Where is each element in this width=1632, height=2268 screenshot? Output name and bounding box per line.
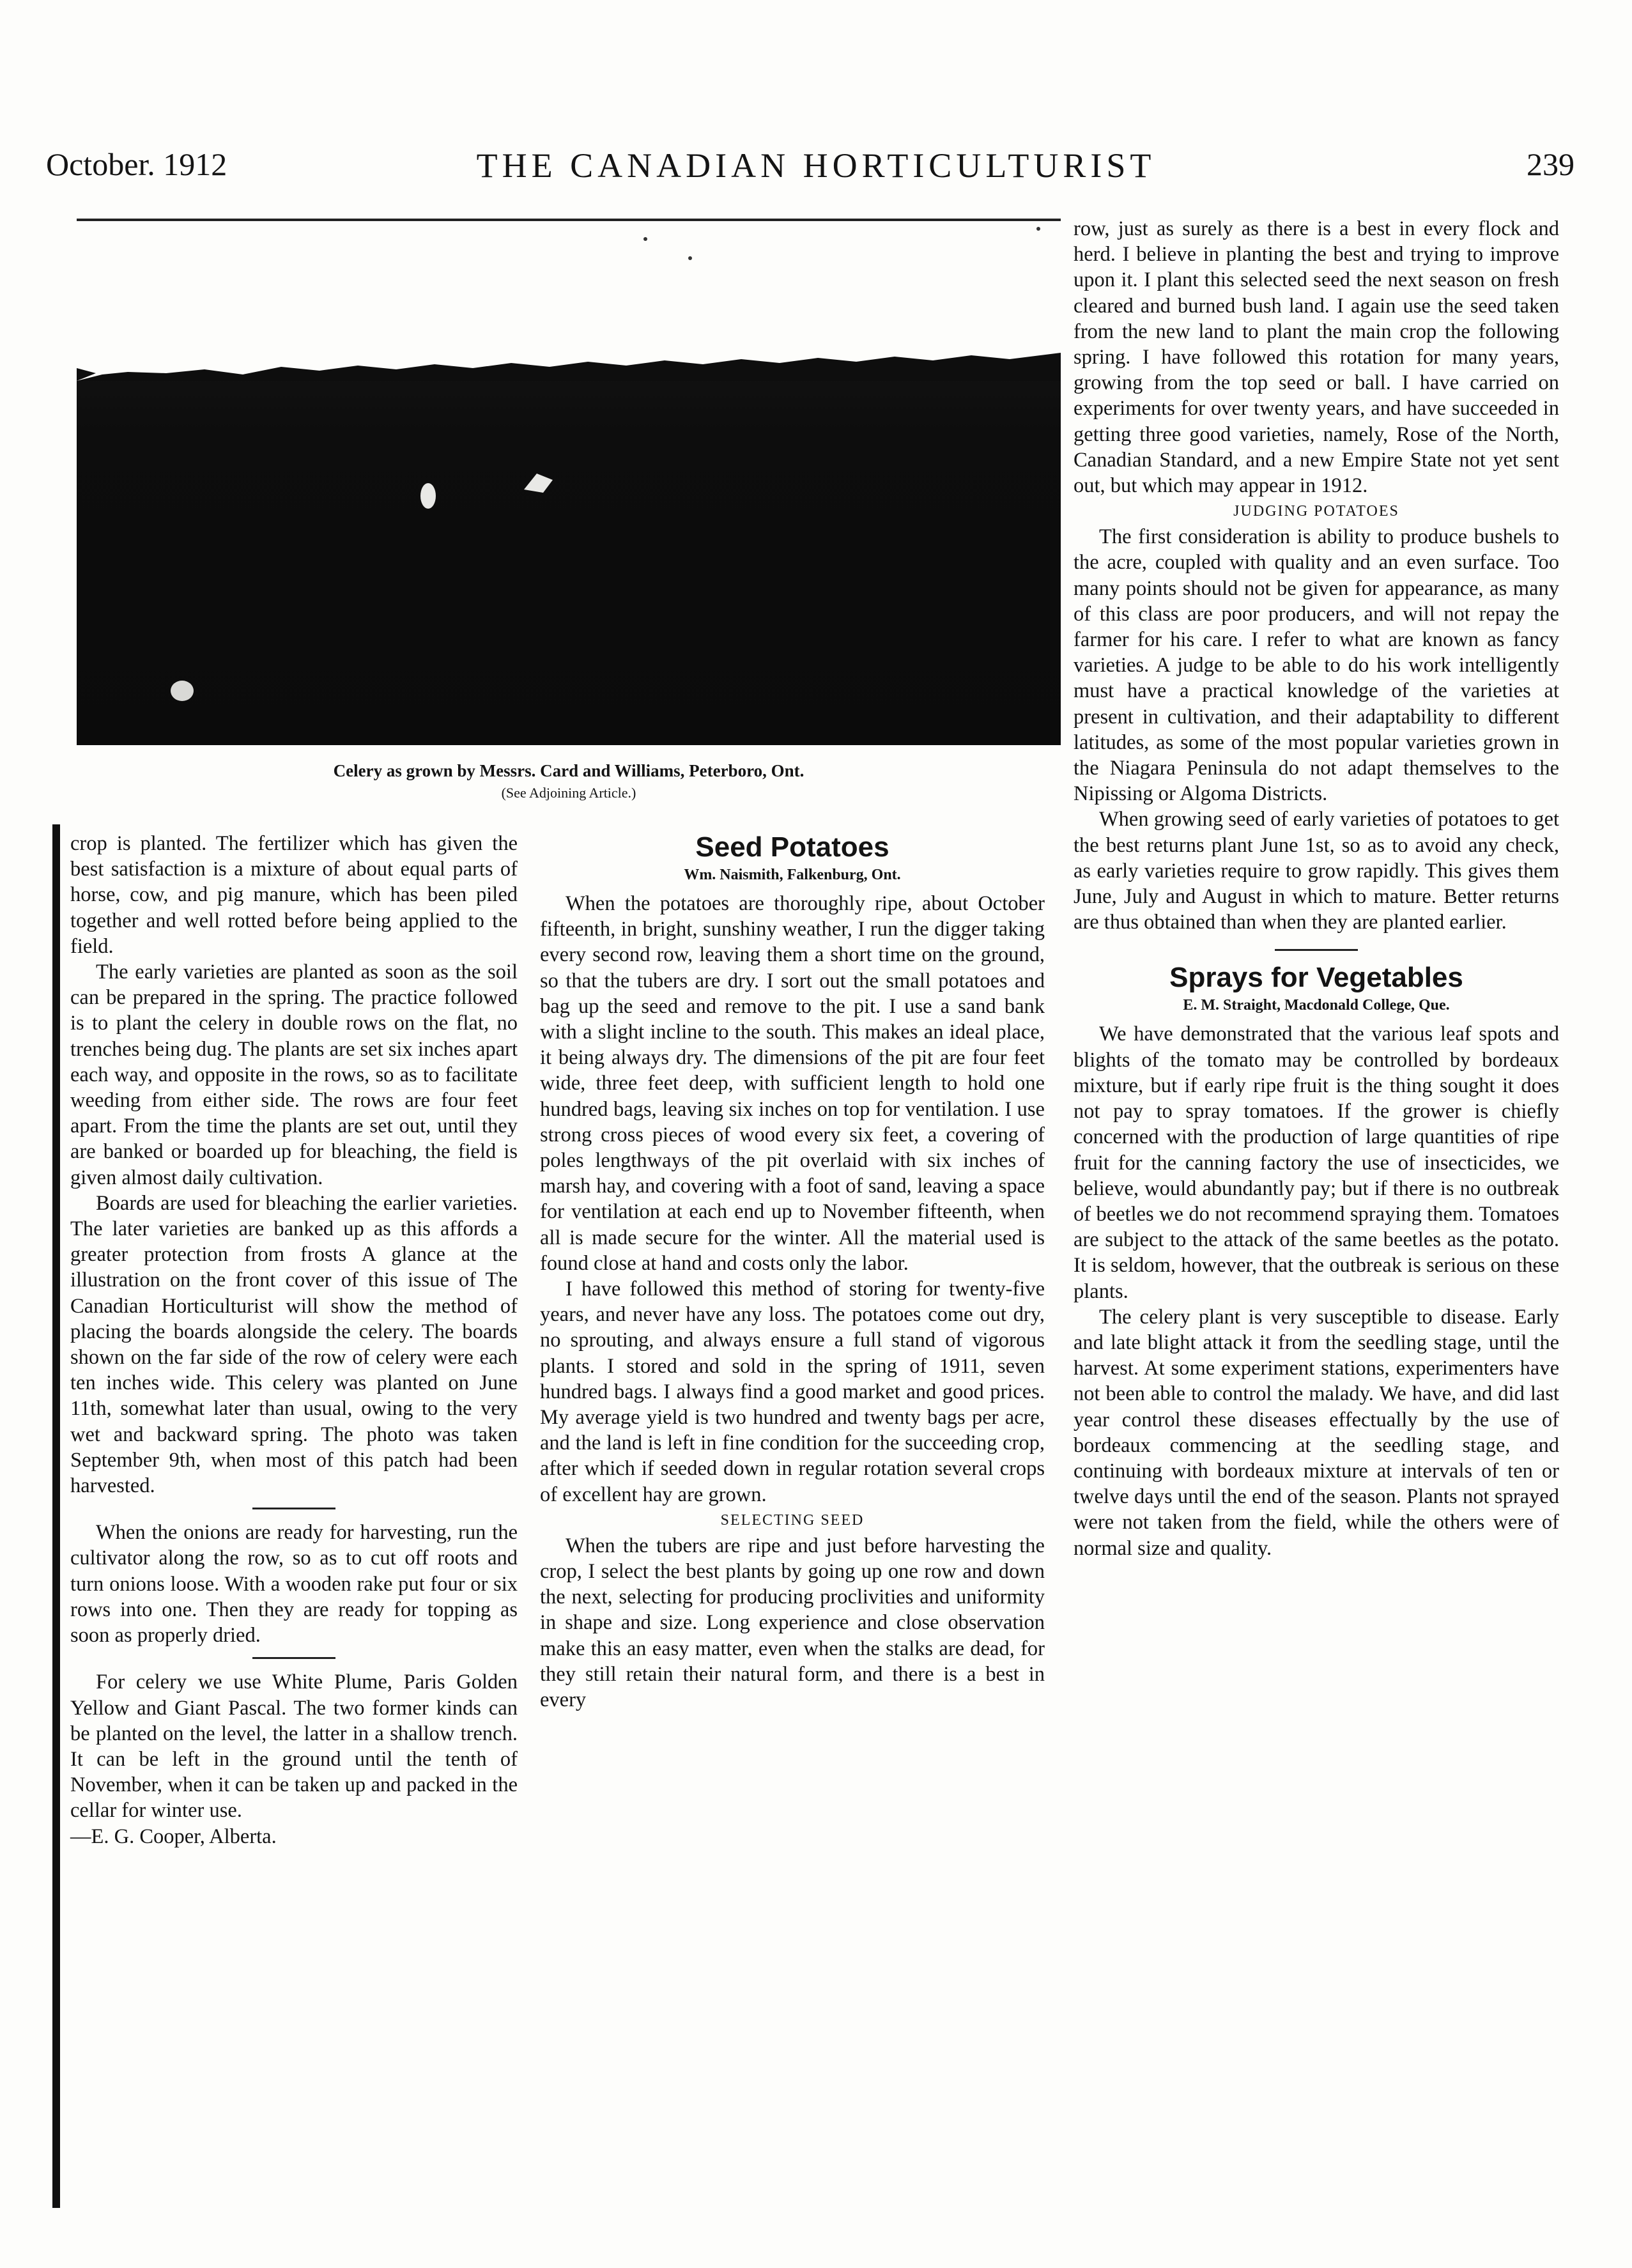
photo-caption: Celery as grown by Messrs. Card and Williams, Peterboro, Ont. <box>333 761 804 780</box>
column-3 <box>1074 216 1559 1561</box>
subheading-selecting-seed: SELECTING SEED <box>720 1511 865 1529</box>
col1-divider <box>252 1657 335 1659</box>
col1-paragraph: crop is planted. The fertilizer which has given the best satisfaction is a mixture of about equal parts of horse, cow, and pig manure, which has been piled together and well rotted before being applied to the field. <box>70 832 518 958</box>
article-byline: Wm. Naismith, Falkenburg, Ont. <box>684 867 901 883</box>
article-title-seed-potatoes: Seed Potatoes <box>695 831 889 863</box>
column-2 <box>540 831 1045 1713</box>
subheading-judging-potatoes: JUDGING POTATOES <box>1233 503 1399 520</box>
header-page-number: 239 <box>1527 146 1574 182</box>
article-paragraph: The celery plant is very susceptible to disease. Early and late blight attack it from the seedling stage, until the harvest. At some experiment stations, experimenters have not been able to control the malady. We have, and did last year control these diseases effectually by the use of bordeaux commencing at the seedling stage, and continuing with bordeaux mixture at intervals of ten or twelve days until the end of the season. Plants not sprayed were not taken from the field, while the others were of normal size and quality. <box>1074 1305 1559 1560</box>
article-paragraph: row, just as surely as there is a best in every flock and herd. I believe in planting the best and trying to improve upon it. I plant this selected seed the next season on fresh cleared and burned bush land. I again use the seed taken from the new land to plant the main crop the following spring. I have followed this rotation for many years, growing from the top seed or ball. I have carried on experiments for over twenty years, and have succeeded in getting three good varieties, namely, Rose of the North, Canadian Standard, and a new Empire State not yet sent out, but which may appear in 1912. <box>1074 217 1559 498</box>
col1-paragraph: When the onions are ready for harvesting, run the cultivator along the row, so as to cut off roots and turn onions loose. With a wooden rake put four or six rows into one. Then they are ready for topping as soon as properly dried. <box>70 1521 518 1647</box>
col1-paragraph: Boards are used for bleaching the earlier varieties. The later varieties are banked up as this affords a greater protection from frosts A glance at the illustration on the front cover of this issue of The Canadian Horticulturist will show the method of placing the boards alongside the celery. The boards shown on the far side of the row of celery were each ten inches wide. This celery was planted on June 11th, somewhat later than usual, owing to the very wet and backward spring. The photo was taken September 9th, when most of this patch had been harvested. <box>70 1191 518 1498</box>
article-paragraph: When the potatoes are thoroughly ripe, about October fifteenth, in bright, sunshiny weather, I run the digger taking every second row, leaving them a short time on the ground, so that the tubers are dry. I sort out the small potatoes and bag up the seed and remove to the pit. I use a sand bank with a slight incline to the south. This makes an ideal place, it being always dry. The dimensions of the pit are four feet wide, three feet deep, with sufficient length to hold one hundred bags, leaving six inches on top for ventilation. I use strong cross pieces of wood every six feet, a covering of poles lengthways of the pit overlaid with six inches of marsh hay, and covering with a foot of sand, leaving a space for ventilation at each end up to November fifteenth, when all is made secure for the winter. All the material used is found close at hand and costs only the labor. <box>540 892 1045 1275</box>
col1-divider <box>252 1508 335 1509</box>
article-byline: E. M. Straight, Macdonald College, Que. <box>1183 997 1450 1014</box>
photo-caption-note: (See Adjoining Article.) <box>501 785 636 801</box>
column-1 <box>70 831 518 1849</box>
article-paragraph: When growing seed of early varieties of potatoes to get the best returns plant June 1st, so as to avoid any check, as early varieties require to grow rapidly. This gives them June, July and August in which to mature. Better returns are thus obtained than when they are planted earlier. <box>1074 808 1559 934</box>
article-paragraph: We have demonstrated that the various leaf spots and blights of the tomato may be controlled by bordeaux mixture, but if early ripe fruit is the thing sought it does not pay to spray tomatoes. If the grower is chiefly concerned with the production of large quantities of ripe fruit for the canning factory the use of insecticides, we believe, would abundantly pay; but if there is no outbreak of beetles we do not recommend spraying them. Tomatoes are subject to the attack of the same beetles as the potato. It is seldom, however, that the outbreak is serious on these plants. <box>1074 1022 1559 1303</box>
article-title-sprays: Sprays for Vegetables <box>1169 962 1463 994</box>
photo-field-silhouette <box>77 221 1061 745</box>
article-paragraph: When the tubers are ripe and just before harvesting the crop, I select the best plants by going up one row and down the next, selecting for producing proclivities and uniformity in shape and size. Long experience and close observation make this an easy matter, even when the stalks are dead, for they still retain their natural form, and there is a best in every <box>540 1534 1045 1712</box>
article-paragraph: I have followed this method of storing for twenty-five years, and never have any loss. The potatoes come out dry, no sprouting, and always ensure a full stand of vigorous plants. I stored and sold in the spring of 1911, seven hundred bags. I always find a good market and good prices. My average yield is two hundred and twenty bags per acre, and the land is left in fine condition for the succeeding crop, after which if seeded down in regular rotation several crops of excellent hay are grown. <box>540 1277 1045 1506</box>
col3-divider <box>1275 949 1358 951</box>
article-paragraph: The first consideration is ability to produce bushels to the acre, coupled with quality and an even surface. Too many points should not be given for appearance, as many of this class are poor producers, and will not repay the farmer for his care. I refer to what are known as fancy varieties. A judge to be able to do his work intelligently must have a practical knowledge of the varieties at present in cultivation, and their adaptability to different latitudes, as some of the most popular varieties grown in the Niagara Peninsula do not adapt themselves to the Nipissing or Algoma Districts. <box>1074 525 1559 806</box>
header-title: THE CANADIAN HORTICULTURIST <box>476 146 1156 185</box>
celery-photograph <box>77 221 1061 745</box>
binding-edge <box>52 824 60 2208</box>
col1-signature: —E. G. Cooper, Alberta. <box>70 1824 277 1848</box>
col1-paragraph: The early varieties are planted as soon as the soil can be prepared in the spring. The practice followed is to plant the celery in double rows on the flat, no trenches being dug. The plants are set six inches apart each way, and opposite in the rows, so as to facilitate weeding from either side. The rows are four feet apart. From the time the plants are set out, until they are banked or boarded up for bleaching, the field is given almost daily cultivation. <box>70 960 518 1189</box>
col1-paragraph: For celery we use White Plume, Paris Golden Yellow and Giant Pascal. The two former kinds can be planted on the level, the latter in a shallow trench. It can be left in the ground until the tenth of November, when it can be taken up and packed in the cellar for winter use. <box>70 1670 518 1823</box>
header-date: October. 1912 <box>46 146 227 182</box>
